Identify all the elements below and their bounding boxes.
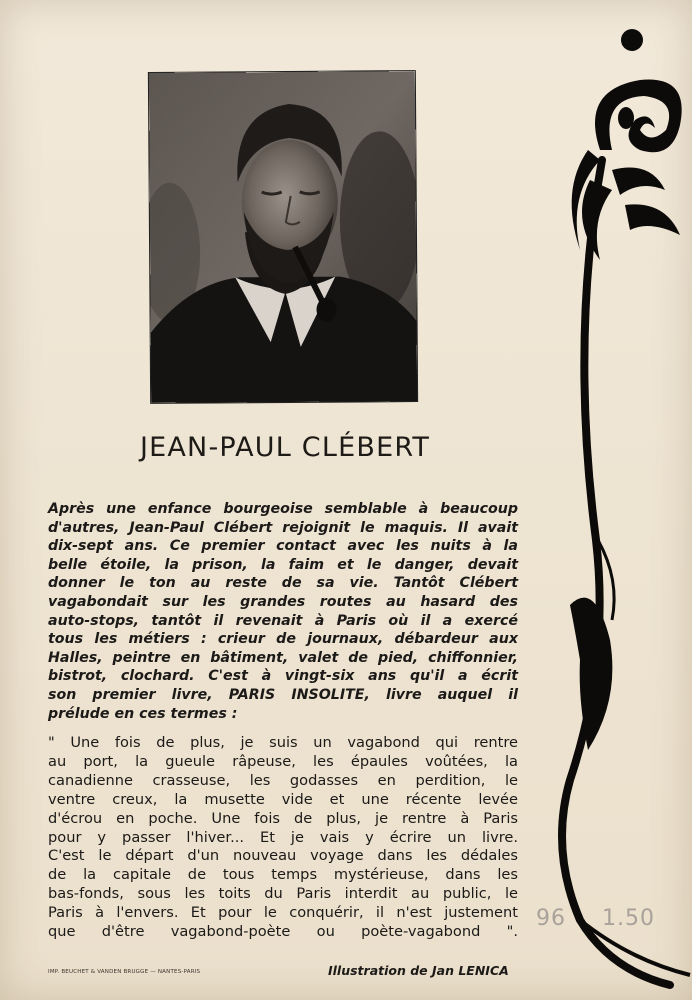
bio-line: vagabondait sur les grandes routes au hasard des [48,593,518,610]
book-excerpt-quote [48,734,518,942]
bio-line: dix-sept ans. Ce premier contact avec les nuits à la [48,538,518,555]
bio-line: d'autres, Jean-Paul Clébert rejoignit le maquis. Il avait [48,519,518,536]
bio-line: tous les métiers : crieur de journaux, débardeur aux [48,631,518,648]
quote-line: que d'être vagabond-poète ou poète-vagabond ". [48,923,518,941]
pencil-mark-left: 96 [536,906,566,931]
quote-line: bas-fonds, sous les toits du Paris interdit au public, le [48,885,518,903]
bio-line: belle étoile, la prison, la faim et le danger, devait [48,556,518,573]
quote-line: ventre creux, la musette vide et une récente levée [48,790,518,808]
bio-line: prélude en ces termes : [48,705,238,722]
illustration-credit: Illustration de Jan LENICA [328,963,509,978]
quote-line: C'est le départ d'un nouveau voyage dans les dédales [48,847,518,865]
quote-line: canadienne crasseuse, les godasses en perdition, le [48,771,518,789]
printer-credit: IMP. BEUCHET & VANDEN BRUGGE — NANTES-PARIS [48,969,201,975]
quote-line: pour y passer l'hiver... Et je vais y écrire un livre. [48,828,518,846]
author-portrait-photo [149,71,417,403]
quote-line: Paris à l'envers. Et pour le conquérir, il n'est justement [48,904,518,922]
bio-line: Après une enfance bourgeoise semblable à beaucoup [48,501,518,517]
bio-line: auto-stops, tantôt il revenait à Paris où il a exercé [48,612,518,629]
bio-line: bistrot, clochard. C'est à vingt-six ans qu'il a écrit [48,668,518,685]
decorative-ornament-icon [540,20,692,1000]
pencil-mark-right: 1.50 [602,906,655,931]
author-biography [48,500,518,723]
bio-line: donner le ton au reste de sa vie. Tantôt Clébert [48,575,518,592]
quote-line: de la capitale de tous temps mystérieuse, dans les [48,866,518,884]
quote-line: d'écrou en poche. Une fois de plus, je rentre à Paris [48,809,518,827]
quote-line: au port, la gueule râpeuse, les épaules voûtées, la [48,752,518,770]
bio-line: Halles, peintre en bâtiment, valet de pied, chiffonnier, [48,649,518,666]
quote-line: " Une fois de plus, je suis un vagabond qui rentre [48,734,518,751]
bio-line: son premier livre, PARIS INSOLITE, livre auquel il [48,686,518,703]
author-name-heading: JEAN-PAUL CLÉBERT [139,432,431,463]
